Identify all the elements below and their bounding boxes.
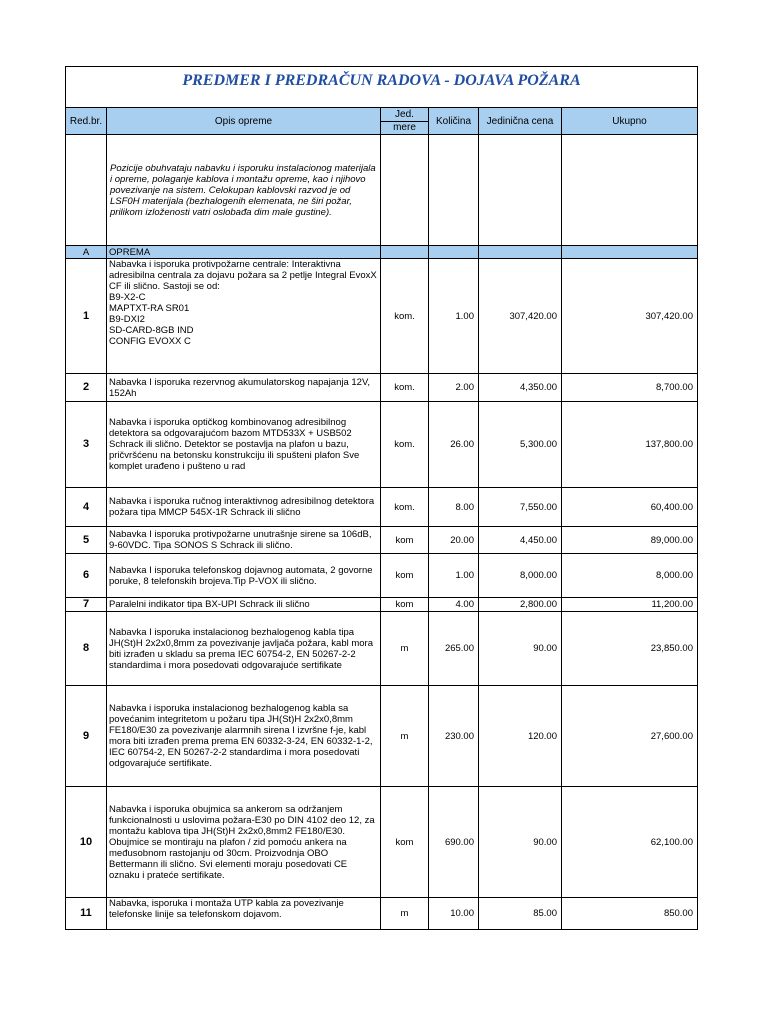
row-quantity: 230.00 xyxy=(429,686,479,787)
row-unit-price: 4,350.00 xyxy=(479,374,562,402)
section-name: OPREMA xyxy=(107,246,381,259)
row-unit: kom xyxy=(381,527,429,554)
row-description: Nabavka I isporuka telefonskog dojavnog automata, 2 govorne poruke, 8 telefonskih brojeva.Tip P-VOX ili slično. xyxy=(107,554,381,598)
row-unit: kom xyxy=(381,598,429,612)
row-unit-price: 90.00 xyxy=(479,612,562,686)
row-number: 10 xyxy=(66,787,107,898)
row-number: 5 xyxy=(66,527,107,554)
row-total: 60,400.00 xyxy=(562,488,698,527)
row-unit: kom. xyxy=(381,488,429,527)
row-description: Paralelni indikator tipa BX-UPI Schrack ili slično xyxy=(107,598,381,612)
row-description: Nabavka i isporuka protivpožarne centrale: Interaktivna adresibilna centrala za dojavu požara sa 2 petlje Integral EvoxX CF ili slično. Sastoji se od: B9-X2-C MAPTXT-RA SR01 B9-DXI2 SD-CARD-8GB IND CONFIG EVOXX C xyxy=(107,259,381,374)
header-unit-bottom: mere xyxy=(393,122,416,133)
row-quantity: 8.00 xyxy=(429,488,479,527)
row-unit: kom. xyxy=(381,402,429,488)
row-total: 307,420.00 xyxy=(562,259,698,374)
row-unit: kom. xyxy=(381,259,429,374)
row-quantity: 1.00 xyxy=(429,554,479,598)
row-total: 62,100.00 xyxy=(562,787,698,898)
section-row xyxy=(66,246,698,259)
row-total: 27,600.00 xyxy=(562,686,698,787)
row-unit-price: 5,300.00 xyxy=(479,402,562,488)
row-description: Nabavka I isporuka rezervnog akumulatorskog napajanja 12V, 152Ah xyxy=(107,374,381,402)
row-unit: m xyxy=(381,898,429,930)
header-price: Jedinična cena xyxy=(479,108,562,135)
table-row xyxy=(66,488,698,527)
row-unit: kom. xyxy=(381,374,429,402)
row-unit-price: 8,000.00 xyxy=(479,554,562,598)
row-number: 3 xyxy=(66,402,107,488)
row-description: Nabavka I isporuka protivpožarne unutrašnje sirene sa 106dB, 9-60VDC. Tipa SONOS S Schrack ili slično. xyxy=(107,527,381,554)
header-no: Red.br. xyxy=(66,108,107,135)
header-unit-top: Jed. xyxy=(381,108,428,122)
row-number: 2 xyxy=(66,374,107,402)
row-total: 850.00 xyxy=(562,898,698,930)
table-row xyxy=(66,554,698,598)
row-quantity: 265.00 xyxy=(429,612,479,686)
row-number: 1 xyxy=(66,259,107,374)
row-unit-price: 2,800.00 xyxy=(479,598,562,612)
row-number: 7 xyxy=(66,598,107,612)
row-description: Nabavka, isporuka i montaža UTP kabla za povezivanje telefonske linije sa telefonskom dojavom. xyxy=(107,898,381,930)
section-code: A xyxy=(66,246,107,259)
row-unit: m xyxy=(381,686,429,787)
header-total: Ukupno xyxy=(562,108,698,135)
row-quantity: 4.00 xyxy=(429,598,479,612)
row-unit-price: 120.00 xyxy=(479,686,562,787)
row-total: 89,000.00 xyxy=(562,527,698,554)
table-row xyxy=(66,259,698,374)
row-unit: kom xyxy=(381,554,429,598)
row-unit-price: 307,420.00 xyxy=(479,259,562,374)
row-quantity: 10.00 xyxy=(429,898,479,930)
row-unit-price: 90.00 xyxy=(479,787,562,898)
row-number: 4 xyxy=(66,488,107,527)
row-quantity: 26.00 xyxy=(429,402,479,488)
row-total: 8,000.00 xyxy=(562,554,698,598)
table-row xyxy=(66,374,698,402)
table-row xyxy=(66,402,698,488)
row-quantity: 2.00 xyxy=(429,374,479,402)
row-unit-price: 85.00 xyxy=(479,898,562,930)
row-quantity: 20.00 xyxy=(429,527,479,554)
row-number: 11 xyxy=(66,898,107,930)
row-total: 137,800.00 xyxy=(562,402,698,488)
intro-row xyxy=(66,135,698,246)
row-unit: kom xyxy=(381,787,429,898)
row-description: Nabavka i isporuka instalacionog bezhalogenog kabla sa povećanim integritetom u požaru tipa JH(St)H 2x2x0,8mm FE180/E30 za povezivanje alarmnih sirena I izvršne f-je, kabl mora biti izrađen prema prema EN 60332-3-24, EN 60332-1-2, IEC 60754-2, EN 50267-2-2 standardima i mora posedovati odgovarajuće sertifikate. xyxy=(107,686,381,787)
spacer-row xyxy=(66,93,698,108)
table-row xyxy=(66,598,698,612)
row-total: 23,850.00 xyxy=(562,612,698,686)
row-total: 8,700.00 xyxy=(562,374,698,402)
row-quantity: 690.00 xyxy=(429,787,479,898)
header-row xyxy=(66,108,698,135)
row-unit-price: 7,550.00 xyxy=(479,488,562,527)
table-row xyxy=(66,527,698,554)
page-title: PREDMER I PREDRAČUN RADOVA - DOJAVA POŽARA xyxy=(66,67,698,94)
row-total: 11,200.00 xyxy=(562,598,698,612)
row-unit: m xyxy=(381,612,429,686)
row-description: Nabavka I isporuka instalacionog bezhalogenog kabla tipa JH(St)H 2x2x0,8mm za povezivanje javljača požara, kabl mora biti izrađen u skladu sa prema IEC 60754-2, EN 50267-2-2 standardima i mora posedovati odgovarajuće sertifikate xyxy=(107,612,381,686)
title-row xyxy=(66,67,698,94)
header-unit xyxy=(381,108,429,135)
intro-text: Pozicije obuhvataju nabavku i isporuku instalacionog materijala i opreme, polaganje kablova i montažu opreme, kao i njihovo povezivanje na sistem. Celokupan kablovski razvod je od LSF0H materijala (bezhalogenih elemenata, ne širi požar, prilikom izloženosti vatri oslobađa dim male gustine). xyxy=(107,135,381,246)
quantities-table xyxy=(65,66,698,930)
row-description: Nabavka i isporuka obujmica sa ankerom sa održanjem funkcionalnosti u uslovima požara-E30 po DIN 4102 deo 12, za montažu kablova tipa JH(St)H 2x2x0,8mm2 FE180/E30. Obujmice se montiraju na plafon / zid pomoću ankera na međusobnom rastojanju od 30cm. Proizvodnja OBO Bettermann ili slično. Svi elementi moraju posedovati CE oznaku i prateće sertifikate. xyxy=(107,787,381,898)
row-description: Nabavka i isporuka optičkog kombinovanog adresibilnog detektora sa odgovarajućom bazom MTD533X + USB502 Schrack ili slično. Detektor se postavlja na plafon u bazu, pričvršćenu na betonsku konstrukciju ili spušteni plafon Sve komplet urađeno i pušteno u rad xyxy=(107,402,381,488)
row-number: 9 xyxy=(66,686,107,787)
table-row xyxy=(66,787,698,898)
row-unit-price: 4,450.00 xyxy=(479,527,562,554)
table-row xyxy=(66,686,698,787)
table-row xyxy=(66,898,698,930)
row-number: 6 xyxy=(66,554,107,598)
row-quantity: 1.00 xyxy=(429,259,479,374)
table-row xyxy=(66,612,698,686)
row-description: Nabavka i isporuka ručnog interaktivnog adresibilnog detektora požara tipa MMCP 545X-1R Schrack ili slično xyxy=(107,488,381,527)
bill-of-quantities xyxy=(65,66,697,930)
header-desc: Opis opreme xyxy=(107,108,381,135)
row-number: 8 xyxy=(66,612,107,686)
header-qty: Količina xyxy=(429,108,479,135)
